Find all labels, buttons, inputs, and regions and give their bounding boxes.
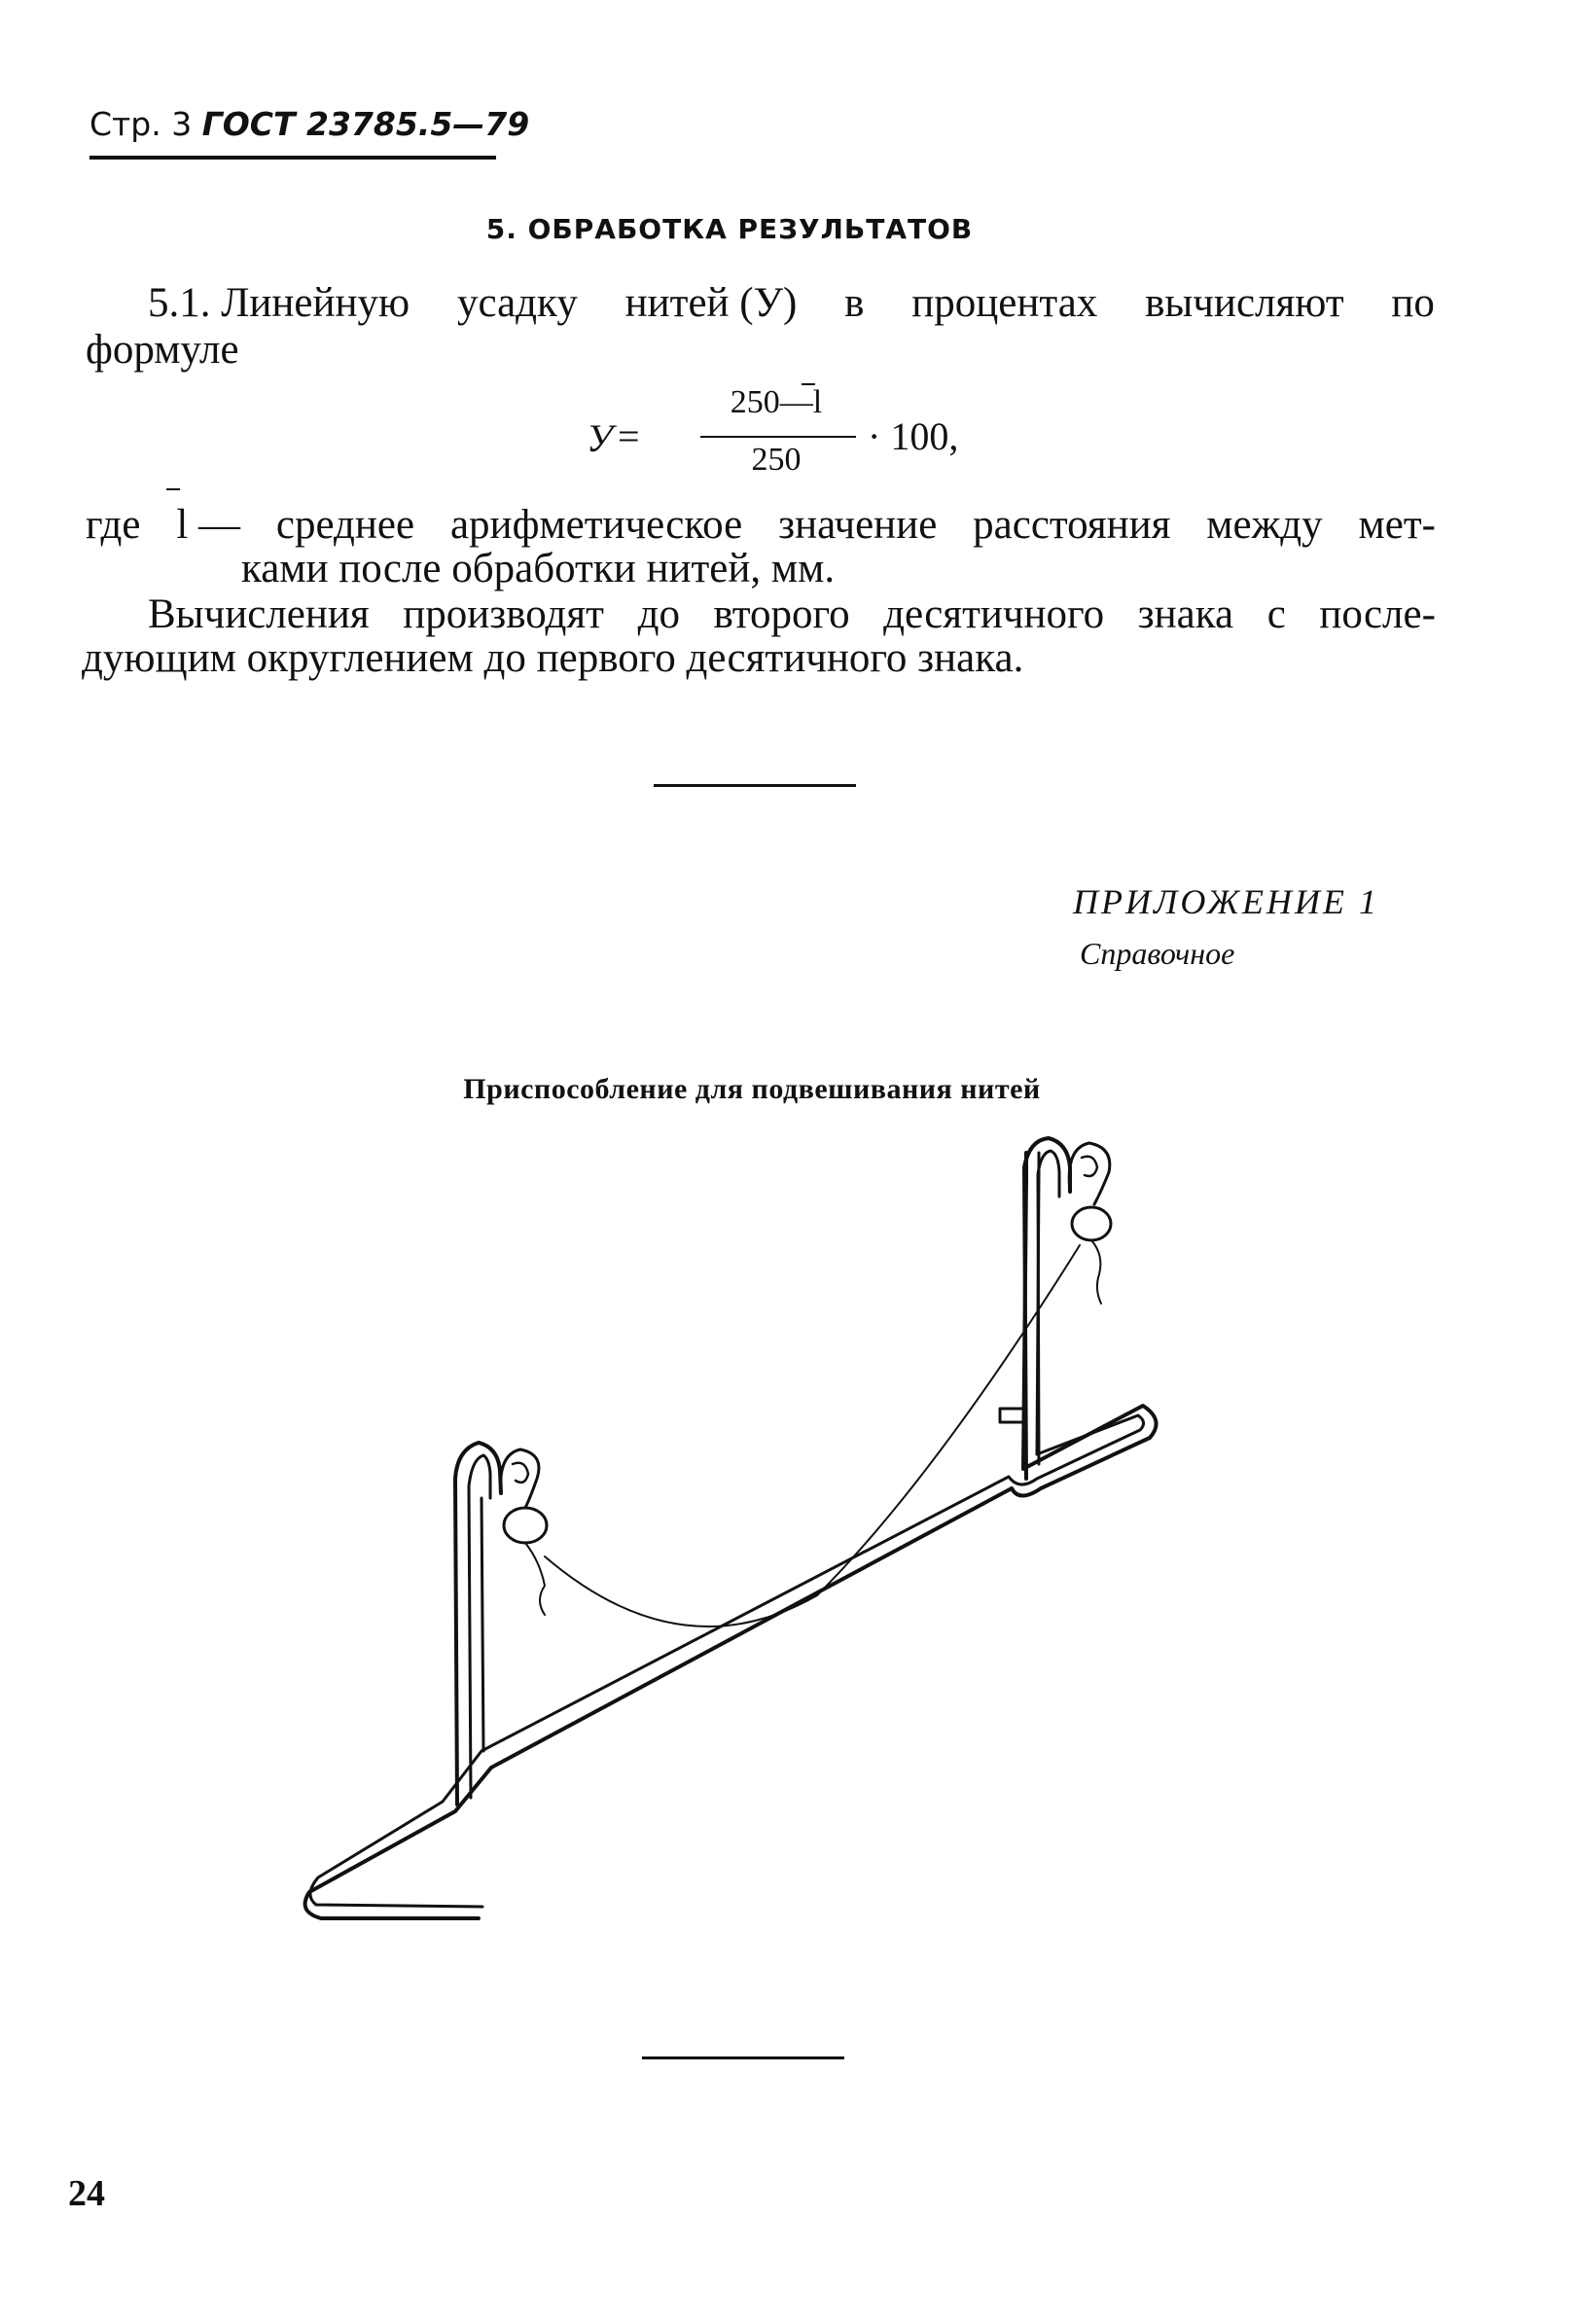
word: 5.1. Линейную [148, 280, 410, 326]
word: значение [778, 502, 938, 548]
word: мет- [1358, 502, 1436, 548]
formula-equals: = [618, 414, 640, 458]
where-line-2: ками после обработки нитей, мм. [241, 546, 836, 591]
section-divider [642, 2056, 844, 2059]
formula-multiplier: · 100, [868, 414, 959, 458]
left-bead [504, 1508, 547, 1543]
word: процентах [911, 280, 1098, 326]
word: нитей (У) [624, 280, 798, 326]
appendix-kind: Справочное [1080, 936, 1235, 971]
paragraph-1-line-2: формуле [86, 327, 239, 373]
word: l — [176, 502, 241, 548]
left-post [455, 1443, 501, 1805]
thread [545, 1245, 1080, 1627]
wire-frame-inner [310, 1153, 1144, 1907]
word: производят [403, 591, 604, 637]
section-heading: 5. ОБРАБОТКА РЕЗУЛЬТАТОВ [485, 213, 974, 245]
wire-frame-outer [305, 1153, 1157, 1918]
paragraph-2-line-2: дующим округлением до первого десятичного знака. [82, 635, 1024, 681]
word: второго [713, 591, 850, 637]
word: среднее [275, 502, 415, 548]
word: где [86, 502, 141, 548]
word: десятичного [883, 591, 1105, 637]
left-hook [501, 1449, 539, 1508]
formula-denominator: 250 [751, 442, 802, 478]
word: в [844, 280, 865, 326]
word: усадку [456, 280, 578, 326]
right-post [1024, 1138, 1070, 1479]
appendix-title: ПРИЛОЖЕНИЕ 1 [1073, 882, 1379, 921]
formula-numerator: 250—l [730, 384, 823, 420]
formula-lhs: У [587, 416, 613, 460]
word: арифметическое [449, 502, 743, 548]
word: до [637, 591, 680, 637]
word: знака [1137, 591, 1234, 637]
right-bead [1072, 1207, 1111, 1240]
header-standard-number: ГОСТ 23785.5—79 [201, 105, 530, 143]
word: между [1206, 502, 1323, 548]
word: Вычисления [148, 591, 370, 637]
word: с [1266, 591, 1286, 637]
word: после- [1319, 591, 1436, 637]
word: вычисляют [1145, 280, 1344, 326]
header-page-label: Стр. 3 [89, 105, 193, 143]
page-number: 24 [68, 2173, 105, 2214]
right-hook [1069, 1143, 1110, 1204]
word: по [1391, 280, 1435, 326]
word: расстояния [973, 502, 1171, 548]
figure-caption: Приспособление для подвешивания нитей [463, 1073, 1041, 1105]
